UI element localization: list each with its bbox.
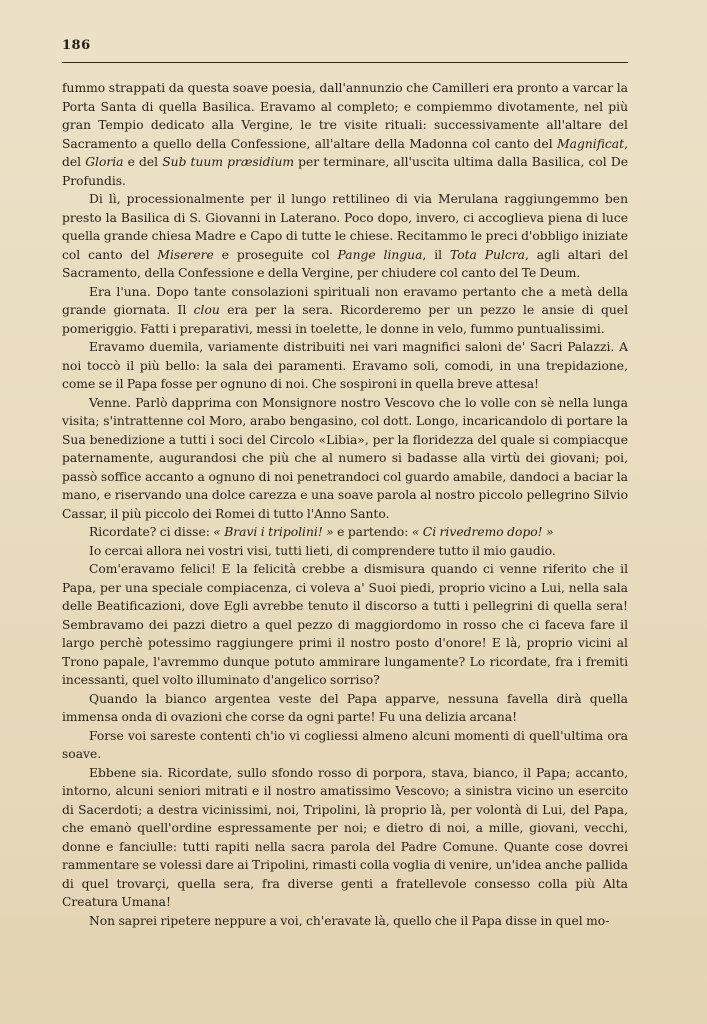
italic-text: Gloria [85, 155, 124, 169]
italic-text: « Bravi i tripolini! » [213, 525, 334, 539]
text-run: e proseguite col [213, 247, 338, 262]
paragraph [62, 727, 628, 764]
paragraph [62, 912, 628, 931]
text-run: Io cercai allora nei vostri visi, tutti lieti, di comprendere tutto il mio gaudio. [89, 543, 556, 558]
text-run: Non saprei ripetere neppure a voi, ch'eravate là, quello che il Papa disse in quel mo- [89, 913, 610, 928]
paragraph [62, 690, 628, 727]
text-run: Era l'una. Dopo tante consolazioni spirituali non eravamo pertanto che a metà della grande giornata. Il [62, 284, 628, 317]
text-run: per terminare, all'uscita ultima dalla Basilica, col De Profundis. [62, 155, 628, 188]
paragraph [62, 338, 628, 394]
text-run: , del [62, 136, 628, 169]
text-run: Eravamo duemila, variamente distribuiti nei vari magnifici saloni de' Sacri Palazzi. A noi toccò il più bello: la sala dei paramenti. Eravamo soli, comodi, in una trepidazione, come se il Papa fosse per ognuno di noi. Che sospironi in quella breve attesa! [62, 340, 628, 391]
paragraph [62, 190, 628, 283]
text-run: , agli altari del Sacramento, della Confessione e della Vergine, per chiudere col canto del Te Deum. [62, 247, 629, 280]
text-run: Ricordate? ci disse: [89, 525, 214, 539]
text-run: Venne. Parlò dapprima con Monsignore nostro Vescovo che lo volle con sè nella lunga visita; s'intrattenne col Moro, arabo bengasino, col dott. Longo, incaricandolo di portare la Sua benedizione a tutti i soci del Circolo «Libia», per la floridezza del quale si compiacque paternamente, augurandosi che più che al numero si badasse alla virtù dei giovani; poi, passò soffice accanto a ognuno di noi penetrandoci col guardo amabile, dandoci a baciar la mano, e riservando una dolce carezza e una soave parola al nostro piccolo pellegrino Silvio Cassar, il più piccolo dei Romei di tutto l'Anno Santo. [62, 395, 628, 521]
text-run: Quando la bianco argentea veste del Papa apparve, nessuna favella dirà quella immensa onda di ovazioni che corse da ogni parte! Fu una delizia arcana! [62, 691, 628, 724]
paragraph [62, 764, 628, 912]
italic-text: Sub tuum præsidium [162, 155, 295, 169]
text-run: Forse voi sareste contenti ch'io vi cogliessi almeno alcuni momenti di quell'ultima ora soave. [62, 728, 628, 761]
paragraph [62, 542, 628, 561]
text-run: e del [123, 155, 163, 169]
italic-text: clou [193, 303, 220, 317]
text-run: e partendo: [333, 525, 412, 539]
text-run: fummo strappati da questa soave poesia, dall'annunzio che Camilleri era pronto a varcar la Porta Santa di quella Basilica. Eravamo al completo; e compiemmo divotamente, nel più gran Tempio dedicato alla Vergine, le tre visite rituali: successivamente all'altare del Sacramento a quello della Confessione, all'altare della Madonna col canto del [62, 81, 628, 151]
page-number: 186 [62, 38, 91, 53]
body-text [62, 79, 628, 930]
text-run: era per la sera. Ricorderemo per un pezzo le ansie di quel pomeriggio. Fatti i preparativi, messi in toelette, le donne in velo, fummo puntualissimi. [62, 303, 628, 336]
paragraph [62, 560, 628, 690]
paragraph [62, 394, 628, 524]
text-run: Di lì, processionalmente per il lungo rettilineo di via Merulana raggiungemmo ben presto la Basilica di S. Giovanni in Laterano. Poco dopo, invero, ci accoglieva piena di luce quella grande chiesa Madre e Capo di tutte le chiese. Recitammo le preci d'obbligo iniziate col canto del [62, 192, 628, 262]
paragraph [62, 79, 628, 190]
paragraph [62, 283, 628, 339]
italic-text: Miserere [157, 247, 214, 262]
header-rule [62, 62, 628, 63]
text-run: Ebbene sia. Ricordate, sullo sfondo rosso di porpora, stava, bianco, il Papa; accanto, intorno, alcuni seniori mitrati e il nostro amatissimo Vescovo; a sinistra vicino un esercito di Sacerdoti; a destra vicinissimi, noi, Tripolini, là proprio là, per volontà di Lui, del Papa, che emanò quell'ordine espressamente per noi; e dietro di noi, a mille, giovani, vecchi, donne e fanciulle: tutti rapiti nella sacra parola del Padre Comune. Quante cose dovrei rammentare se volessi dare ai Tripolini, rimasti colla voglia di venire, un'idea anche pallida di quel trovarçi, quella sera, fra diverse genti a fratellevole consesso colla più Alta Creatura Umana! [62, 765, 628, 909]
italic-text: « Ci rivedremo dopo! » [411, 525, 554, 539]
text-run: Com'eravamo felici! E la felicità crebbe a dismisura quando ci venne riferito che il Papa, per una speciale compiacenza, ci voleva a' Suoi piedi, proprio vicino a Lui, nella sala delle Beatificazioni, dove Egli avrebbe tenuto il discorso a tutti i pellegrini di quella sera! Sembravamo dei pazzi dietro a quel pezzo di maggiordomo in rosso che ci faceva fare il largo perchè potessimo raggiungere primi il nostro posto d'onore! E là, proprio vicini al Trono papale, l'avremmo dunque potuto ammirare lungamente? Lo ricordate, fra i fremiti incessanti, quel volto illuminato d'angelico sorriso? [62, 562, 628, 687]
italic-text: Magnificat [557, 136, 625, 151]
text-run: , il [422, 247, 450, 262]
italic-text: Tota Pulcra [449, 247, 525, 262]
paragraph [62, 523, 628, 542]
italic-text: Pange lingua [337, 247, 423, 262]
